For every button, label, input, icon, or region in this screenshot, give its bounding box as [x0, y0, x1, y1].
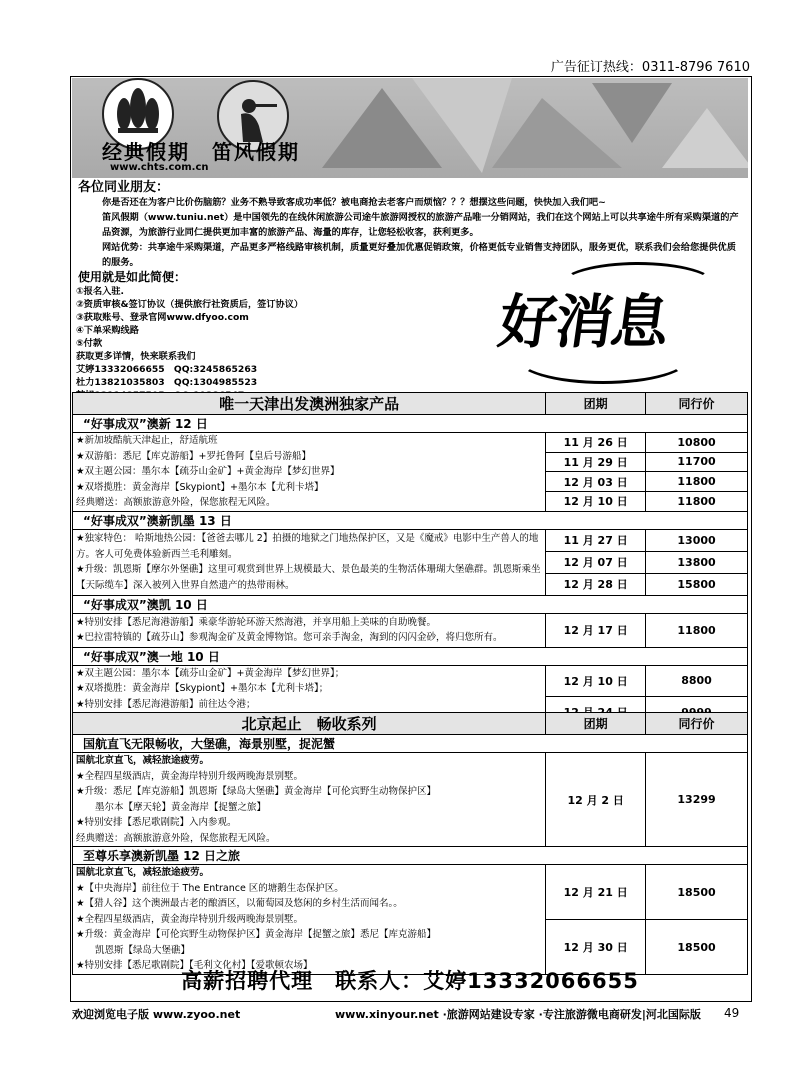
notice-paragraph: 笛风假期（www.tuniu.net）是中国领先的在线休闲旅游公司途牛旅游网授权的旅游产品唯一分销网站，我们在这个网站上可以共享途牛所有采购渠道的产品资源，为旅游行业同仁提供更加丰富的旅游产品、海量的库存，让您轻松收客，获利更多。 — [102, 212, 739, 238]
product-name: “好事成双”澳凯 10 日 — [73, 595, 748, 613]
price: 18500 — [646, 920, 748, 975]
desc-line: ★巴拉雷特镇的【疏芬山】参观淘金矿及黄金博物馆。您可亲手淘金，淘到的闪闪金砂，将归您所有。 — [76, 632, 503, 643]
product-name: “好事成双”澳新 12 日 — [73, 415, 748, 433]
beijing-product-table — [72, 712, 748, 975]
table-header-row — [73, 393, 748, 415]
desc-line: ★双主题公园：墨尔本【疏芬山金矿】+黄金海岸【梦幻世界】； — [76, 667, 345, 679]
departure-date: 12 月 07 日 — [546, 551, 646, 573]
departure-date: 12 月 2 日 — [546, 753, 646, 847]
desc-line: ★双游船：悉尼【库克游船】+罗托鲁阿【皇后号游船】 — [76, 450, 311, 462]
product-description — [73, 865, 546, 975]
desc-line: 经典赠送：高额旅游意外险，保您旅程无风险。 — [76, 497, 276, 508]
desc-line: ★特别安排【悉尼歌剧院】入内参观。 — [76, 817, 237, 828]
departure-date: 11 月 26 日 — [546, 433, 646, 453]
desc-line: ★特别安排【悉尼歌剧院】【毛利文化村】【爱歌顿农场】 — [76, 960, 313, 972]
table-header-row — [73, 713, 748, 735]
desc-line: ★升级：凯恩斯【摩尔外堡礁】这里可观赏到世界上规模最大、景色最美的生物活体珊瑚大堡礁群。凯恩斯乘坐【天际缆车】深入被列入世界自然遗产的热带雨林。 — [76, 564, 541, 591]
departure-date: 12 月 28 日 — [546, 573, 646, 595]
brand-names: 经典假期 笛风假期 — [102, 140, 300, 164]
step: ③获取账号、登录官网www.dfyoo.com — [76, 312, 249, 323]
desc-line: ★全程四星级酒店，黄金海岸特别升级两晚海景别墅。 — [76, 770, 304, 782]
table-title: 北京起止 畅收系列 — [73, 713, 546, 735]
product-name: 国航直飞无限畅收，大堡礁，海景别墅，捉泥蟹 — [73, 735, 748, 753]
price: 13299 — [646, 753, 748, 847]
desc-line: ★双主题公园：墨尔本【疏芬山金矿】+黄金海岸【梦幻世界】 — [76, 466, 340, 477]
col-price: 同行价 — [646, 393, 748, 415]
departure-date: 12 月 21 日 — [546, 865, 646, 920]
desc-line: ★特别安排【悉尼海港游船】乘豪华游轮环游天然海港，并享用船上美味的自助晚餐。 — [76, 616, 437, 628]
departure-date: 11 月 29 日 — [546, 452, 646, 472]
desc-line: 凯恩斯【绿岛大堡礁】 — [76, 944, 191, 956]
page-number: 49 — [724, 1006, 740, 1020]
price: 10800 — [646, 433, 748, 453]
price: 8800 — [646, 665, 748, 697]
brand-url: www.chts.com.cn — [110, 162, 209, 173]
desc-line: ★【中央海岸】前往位于 The Entrance 区的塘鹅生态保护区。 — [76, 882, 344, 894]
product-name: “好事成双”澳一地 10 日 — [73, 647, 748, 665]
footer-right[interactable]: www.xinyour.net ·旅游网站建设专家 ·专注旅游微电商研发|河北国际版 — [335, 1008, 701, 1021]
departure-date: 11 月 27 日 — [546, 529, 646, 551]
product-description — [73, 529, 546, 595]
recruit-banner: 高薪招聘代理 联系人：艾婷13332066655 — [181, 969, 639, 993]
decor-triangle — [592, 83, 672, 143]
desc-line: 墨尔本【摩天轮】黄金海岸【捉蟹之旅】 — [76, 801, 267, 813]
table-title: 唯一天津出发澳洲独家产品 — [73, 393, 546, 415]
desc-line: ★新加坡酷航天津起止，舒适航班 — [76, 435, 218, 446]
price: 13800 — [646, 551, 748, 573]
good-news-title: 好消息 — [494, 288, 673, 356]
departure-date: 12 月 17 日 — [546, 613, 646, 647]
step: ①报名入驻. — [76, 286, 125, 297]
col-price: 同行价 — [646, 713, 748, 735]
desc-line: ★【猎人谷】这个澳洲最古老的酿酒区，以葡萄园及悠闲的乡村生活而闻名。。 — [76, 898, 403, 910]
departure-date: 12 月 10 日 — [546, 665, 646, 697]
price: 15800 — [646, 573, 748, 595]
price: 11800 — [646, 613, 748, 647]
desc-line: ★独家特色： 哈斯地热公园：【爸爸去哪儿 2】拍摄的地狱之门地热保护区，又是《魔戒》电影中生产兽人的地方。客人可免费体验新西兰毛利雕刻。 — [76, 533, 539, 560]
departure-date: 12 月 30 日 — [546, 920, 646, 975]
step: ⑤付款 — [76, 338, 103, 349]
desc-line: 国航北京直飞，减轻旅途疲劳。 — [76, 867, 210, 879]
price: 11800 — [646, 472, 748, 492]
product-description — [73, 613, 546, 647]
contact-line: 艾婷13332066655 QQ:3245865263 — [76, 364, 258, 375]
departure-date: 12 月 10 日 — [546, 491, 646, 511]
desc-line: 国航北京直飞，减轻旅途疲劳。 — [76, 755, 210, 766]
desc-line: ★升级：黄金海岸【可伦宾野生动物保护区】黄金海岸【捉蟹之旅】悉尼【库克游船】 — [76, 929, 437, 941]
australia-product-table — [72, 392, 748, 729]
col-date: 团期 — [546, 713, 646, 735]
step: ④下单采购线路 — [76, 325, 139, 336]
step: ②资质审核&签订协议（提供旅行社资质后，签订协议） — [76, 299, 304, 310]
price: 11800 — [646, 491, 748, 511]
desc-line: ★双塔揽胜：黄金海岸【Skypiont】+墨尔本【尤利卡塔】； — [76, 683, 329, 694]
contact-line: 杜力13821035803 QQ:1304985523 — [76, 377, 258, 388]
desc-line: ★特别安排【悉尼海港游船】前往达令港； — [76, 698, 256, 710]
ad-hotline: 广告征订热线：0311-8796 7610 — [550, 60, 750, 75]
desc-line: ★双塔揽胜：黄金海岸【Skypiont】+墨尔本【尤利卡塔】 — [76, 481, 324, 493]
contact-title: 获取更多详情，快来联系我们 — [76, 351, 196, 362]
footer-left[interactable]: 欢迎浏览电子版 www.zyoo.net — [72, 1008, 241, 1021]
product-name: “好事成双”澳新凯墨 13 日 — [73, 511, 748, 529]
simple-steps-title: 使用就是如此简便： — [78, 270, 187, 284]
price: 18500 — [646, 865, 748, 920]
decor-triangle — [662, 108, 748, 168]
desc-line: ★全程四星级酒店，黄金海岸特别升级两晚海景别墅。 — [76, 913, 304, 925]
greeting: 各位同业朋友： — [78, 180, 170, 195]
notice-paragraph: 你是否还在为客户比价伤脑筋？业务不熟导致客成功率低？被电商抢去老客户而烦恼？？？想摆这些问题，快快加入我们吧~ — [102, 197, 606, 208]
price: 13000 — [646, 529, 748, 551]
desc-line: ★升级：悉尼【库克游船】凯恩斯【绿岛大堡礁】黄金海岸【可伦宾野生动物保护区】 — [76, 786, 437, 797]
departure-date: 12 月 03 日 — [546, 472, 646, 492]
header-banner — [72, 78, 748, 178]
product-description — [73, 433, 546, 512]
notice-paragraph: 网站优势：共享途牛采购渠道，产品更多严格线路审核机制，质量更好叠加优惠促销政策，价格更低专业销售支持团队，服务更优，联系我们会给您提供优质的服务。 — [102, 242, 736, 268]
price: 11700 — [646, 452, 748, 472]
product-description — [73, 753, 546, 847]
desc-line: 经典赠送：高额旅游意外险，保您旅程无风险。 — [76, 832, 276, 844]
col-date: 团期 — [546, 393, 646, 415]
product-name: 至尊乐享澳新凯墨 12 日之旅 — [73, 847, 748, 865]
